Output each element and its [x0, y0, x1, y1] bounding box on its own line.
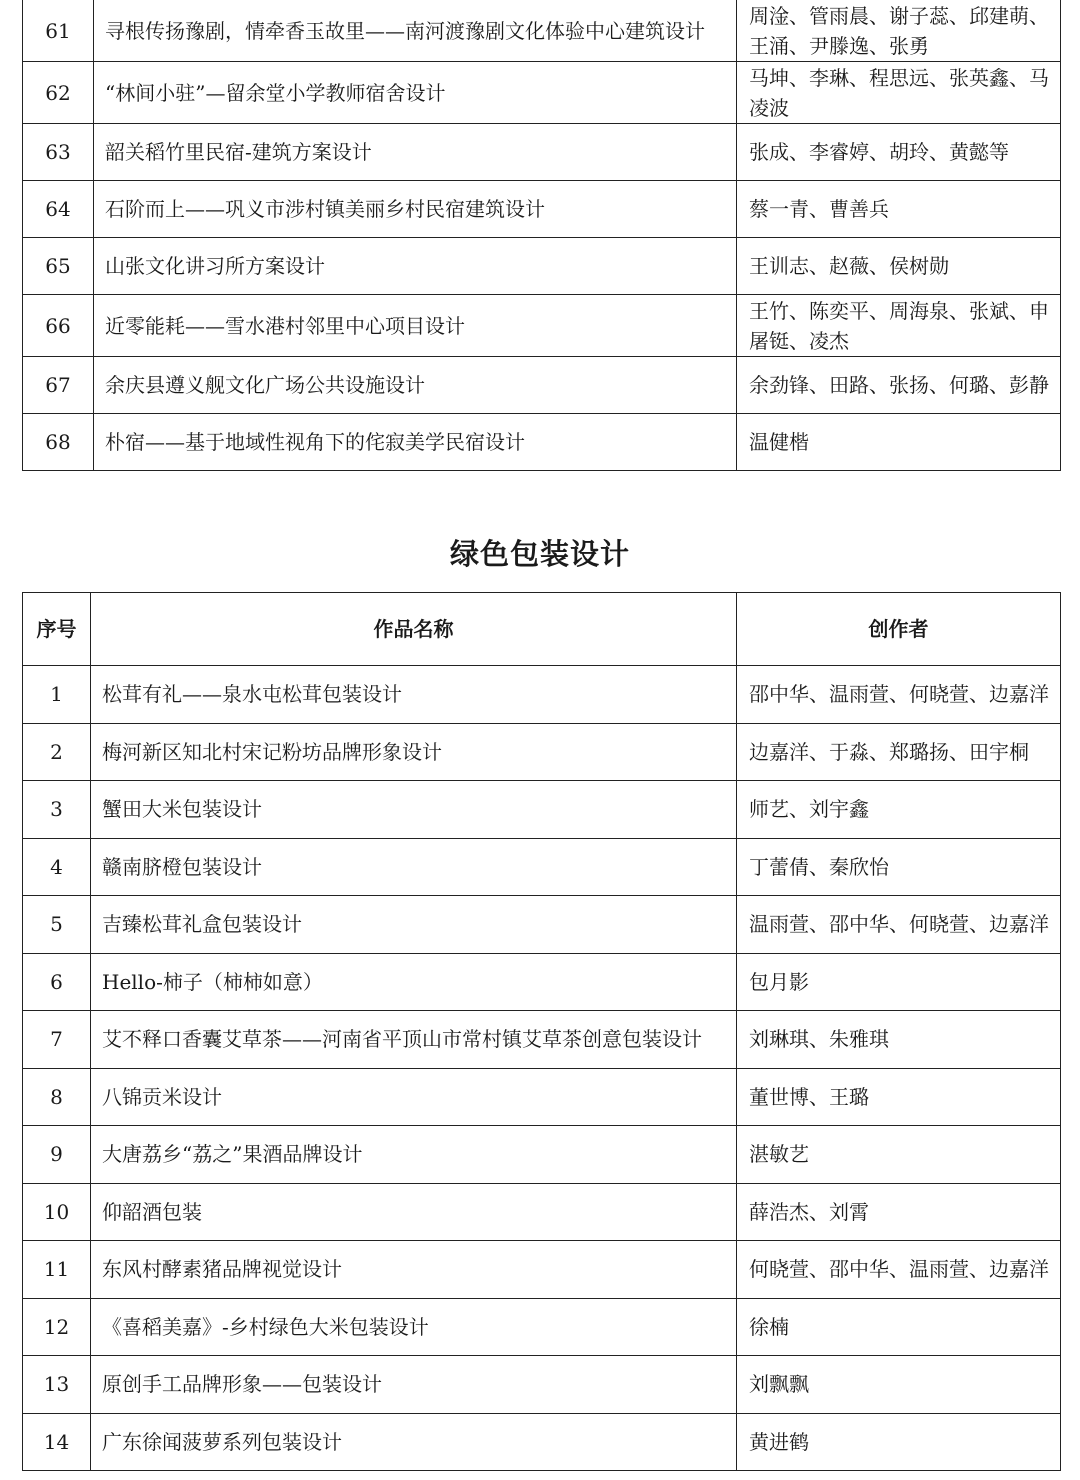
table-row — [23, 1126, 1061, 1184]
section-title: 绿色包装设计 — [449, 537, 630, 571]
row-number: 65 — [23, 238, 94, 295]
table-row — [23, 838, 1061, 896]
authors: 师艺、刘宇鑫 — [737, 781, 1061, 839]
work-title: 山张文化讲习所方案设计 — [94, 238, 737, 295]
work-title: 韶关稻竹里民宿-建筑方案设计 — [94, 124, 737, 181]
work-title: 仰韶酒包装 — [91, 1183, 737, 1241]
row-number: 68 — [23, 414, 94, 471]
authors: 丁蕾倩、秦欣怡 — [737, 838, 1061, 896]
row-number: 13 — [23, 1356, 91, 1414]
work-title: 朴宿——基于地域性视角下的侘寂美学民宿设计 — [94, 414, 737, 471]
authors: 马坤、李琳、程思远、张英鑫、马凌波 — [737, 62, 1061, 124]
authors: 蔡一青、曹善兵 — [737, 181, 1061, 238]
row-number: 12 — [23, 1298, 91, 1356]
table-row — [23, 62, 1061, 124]
table-row — [23, 666, 1061, 724]
authors: 温雨萱、邵中华、何晓萱、边嘉洋 — [737, 896, 1061, 954]
row-number: 61 — [23, 0, 94, 62]
table-row — [23, 124, 1061, 181]
work-title: 艾不释口香囊艾草茶——河南省平顶山市常村镇艾草茶创意包装设计 — [91, 1011, 737, 1069]
authors: 温健楷 — [737, 414, 1061, 471]
work-title: 吉臻松茸礼盒包装设计 — [91, 896, 737, 954]
works-table-continued — [22, 0, 1061, 471]
work-title: 原创手工品牌形象——包装设计 — [91, 1356, 737, 1414]
authors: 王训志、赵薇、侯树勋 — [737, 238, 1061, 295]
table-row — [23, 414, 1061, 471]
row-number: 8 — [23, 1068, 91, 1126]
table-row — [23, 1183, 1061, 1241]
row-number: 14 — [23, 1413, 91, 1471]
table-row — [23, 1356, 1061, 1414]
table-row — [23, 781, 1061, 839]
authors: 刘琳琪、朱雅琪 — [737, 1011, 1061, 1069]
row-number: 11 — [23, 1241, 91, 1299]
row-number: 10 — [23, 1183, 91, 1241]
authors: 刘飘飘 — [737, 1356, 1061, 1414]
row-number: 62 — [23, 62, 94, 124]
row-number: 63 — [23, 124, 94, 181]
row-number: 67 — [23, 357, 94, 414]
table-row — [23, 896, 1061, 954]
row-number: 9 — [23, 1126, 91, 1184]
table-row — [23, 953, 1061, 1011]
authors: 徐楠 — [737, 1298, 1061, 1356]
work-title: 东风村酵素猪品牌视觉设计 — [91, 1241, 737, 1299]
table-row — [23, 1241, 1061, 1299]
authors: 边嘉洋、于淼、郑璐扬、田宇桐 — [737, 723, 1061, 781]
row-number: 3 — [23, 781, 91, 839]
work-title: 余庆县遵义舰文化广场公共设施设计 — [94, 357, 737, 414]
authors: 薛浩杰、刘霄 — [737, 1183, 1061, 1241]
row-number: 66 — [23, 295, 94, 357]
header-authors: 创作者 — [737, 593, 1061, 666]
authors: 黄进鹤 — [737, 1413, 1061, 1471]
work-title: 蟹田大米包装设计 — [91, 781, 737, 839]
work-title: 大唐荔乡“荔之”果酒品牌设计 — [91, 1126, 737, 1184]
work-title: 八锦贡米设计 — [91, 1068, 737, 1126]
row-number: 5 — [23, 896, 91, 954]
table-row — [23, 1011, 1061, 1069]
authors: 何晓萱、邵中华、温雨萱、边嘉洋 — [737, 1241, 1061, 1299]
row-number: 7 — [23, 1011, 91, 1069]
header-work-title: 作品名称 — [91, 593, 737, 666]
work-title: Hello-柿子（柿柿如意） — [91, 953, 737, 1011]
authors: 张成、李睿婷、胡玲、黄懿等 — [737, 124, 1061, 181]
work-title: 广东徐闻菠萝系列包装设计 — [91, 1413, 737, 1471]
authors: 邵中华、温雨萱、何晓萱、边嘉洋 — [737, 666, 1061, 724]
table-row — [23, 723, 1061, 781]
work-title: 梅河新区知北村宋记粉坊品牌形象设计 — [91, 723, 737, 781]
work-title: 《喜稻美嘉》-乡村绿色大米包装设计 — [91, 1298, 737, 1356]
authors: 董世博、王璐 — [737, 1068, 1061, 1126]
authors: 包月影 — [737, 953, 1061, 1011]
work-title: “林间小驻”—留余堂小学教师宿舍设计 — [94, 62, 737, 124]
work-title: 寻根传扬豫剧，情牵香玉故里——南河渡豫剧文化体验中心建筑设计 — [94, 0, 737, 62]
row-number: 2 — [23, 723, 91, 781]
header-number: 序号 — [23, 593, 91, 666]
authors: 周淦、管雨晨、谢子蕊、邱建萌、王涌、尹滕逸、张勇 — [737, 0, 1061, 62]
row-number: 1 — [23, 666, 91, 724]
authors: 王竹、陈奕平、周海泉、张斌、申屠铤、凌杰 — [737, 295, 1061, 357]
work-title: 近零能耗——雪水港村邻里中心项目设计 — [94, 295, 737, 357]
row-number: 4 — [23, 838, 91, 896]
table-row — [23, 1068, 1061, 1126]
table-row — [23, 1413, 1061, 1471]
table-row — [23, 295, 1061, 357]
row-number: 6 — [23, 953, 91, 1011]
authors: 湛敏艺 — [737, 1126, 1061, 1184]
work-title: 松茸有礼——泉水屯松茸包装设计 — [91, 666, 737, 724]
table-row — [23, 1298, 1061, 1356]
green-packaging-table — [22, 592, 1061, 1471]
table-row — [23, 357, 1061, 414]
table-row — [23, 0, 1061, 62]
row-number: 64 — [23, 181, 94, 238]
table-row — [23, 238, 1061, 295]
authors: 余劲锋、田路、张扬、何璐、彭静 — [737, 357, 1061, 414]
work-title: 石阶而上——巩义市涉村镇美丽乡村民宿建筑设计 — [94, 181, 737, 238]
table-row — [23, 181, 1061, 238]
work-title: 赣南脐橙包装设计 — [91, 838, 737, 896]
table-header-row — [23, 593, 1061, 666]
